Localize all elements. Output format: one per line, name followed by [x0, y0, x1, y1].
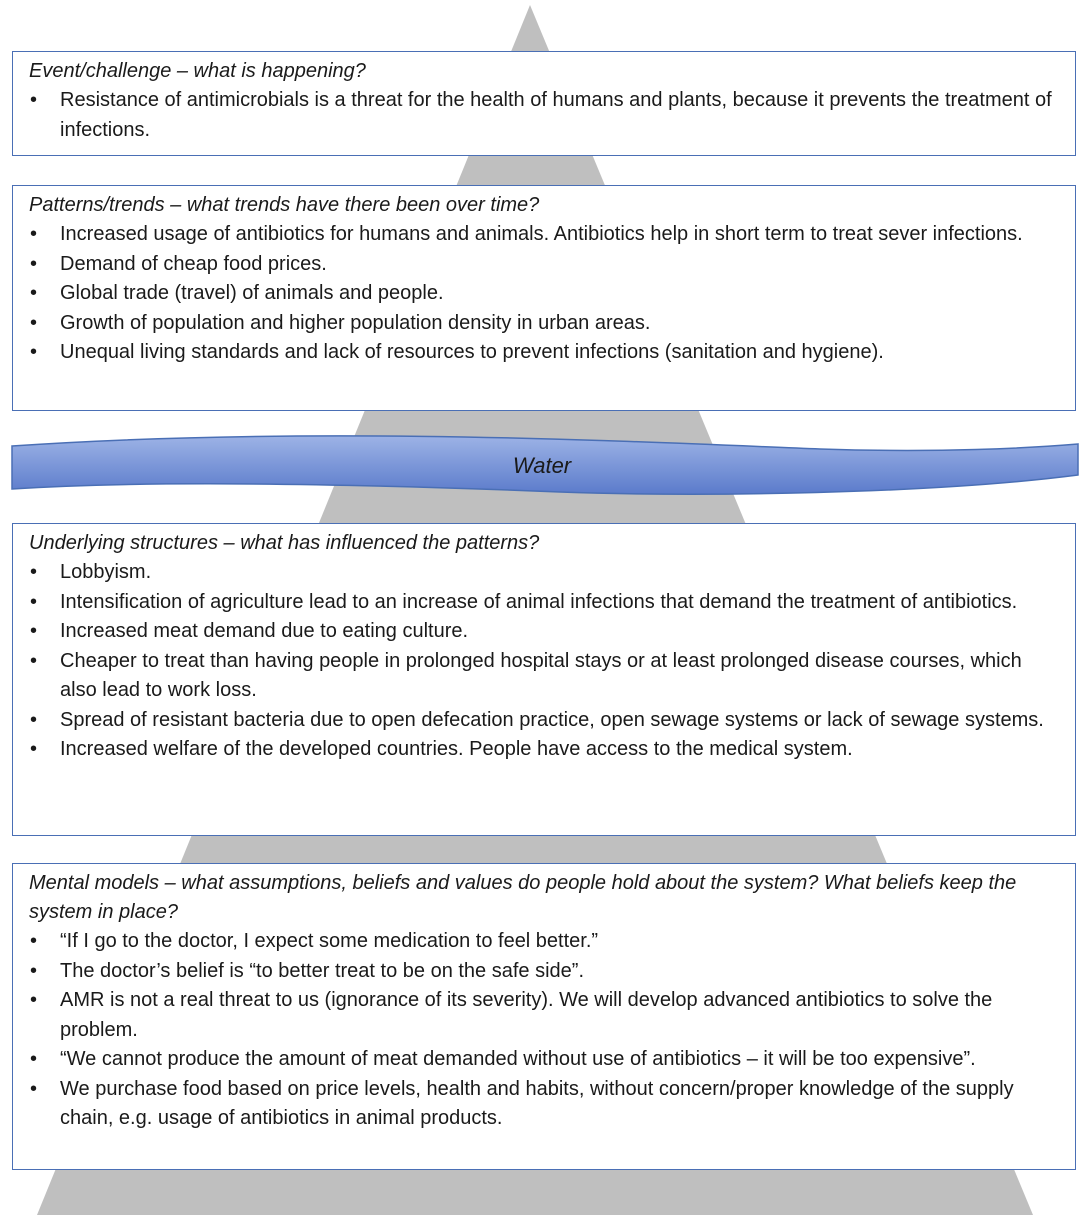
- mental-models-title: Mental models – what assumptions, beliefs and values do people hold about the system? What beliefs keep the system in place?: [29, 872, 1017, 923]
- underlying-structures-box: [12, 523, 1076, 836]
- mental-models-box: [12, 863, 1076, 1170]
- list-item: • Spread of resistant bacteria due to open defecation practice, open sewage systems or lack of sewage systems.: [29, 706, 1059, 736]
- water-label: Water: [512, 453, 572, 478]
- list-item: • We purchase food based on price levels, health and habits, without concern/proper knowledge of the supply chain, e.g. usage of antibiotics in animal products.: [29, 1075, 1059, 1134]
- patterns-trends-list: [29, 220, 1059, 368]
- patterns-trends-box: [12, 185, 1076, 411]
- event-challenge-title: Event/challenge – what is happening?: [29, 60, 366, 82]
- list-item: • Growth of population and higher population density in urban areas.: [29, 309, 1059, 339]
- list-item: • “If I go to the doctor, I expect some medication to feel better.”: [29, 927, 1059, 957]
- list-item: • Unequal living standards and lack of resources to prevent infections (sanitation and hygiene).: [29, 338, 1059, 368]
- event-challenge-box: [12, 51, 1076, 156]
- list-item: • Resistance of antimicrobials is a threat for the health of humans and plants, because it prevents the treatment of infections.: [29, 86, 1059, 145]
- list-item: • Increased usage of antibiotics for humans and animals. Antibiotics help in short term to treat sever infections.: [29, 220, 1059, 250]
- list-item: • Cheaper to treat than having people in prolonged hospital stays or at least prolonged disease courses, which also lead to work loss.: [29, 647, 1059, 706]
- list-item: • Intensification of agriculture lead to an increase of animal infections that demand the treatment of antibiotics.: [29, 588, 1059, 618]
- mental-models-list: [29, 927, 1059, 1134]
- underlying-structures-title: Underlying structures – what has influenced the patterns?: [29, 532, 540, 554]
- list-item: • The doctor’s belief is “to better treat to be on the safe side”.: [29, 957, 1059, 987]
- list-item: • “We cannot produce the amount of meat demanded without use of antibiotics – it will be too expensive”.: [29, 1045, 1059, 1075]
- list-item: • AMR is not a real threat to us (ignorance of its severity). We will develop advanced antibiotics to solve the problem.: [29, 986, 1059, 1045]
- list-item: • Lobbyism.: [29, 558, 1059, 588]
- list-item: • Increased meat demand due to eating culture.: [29, 617, 1059, 647]
- list-item: • Increased welfare of the developed countries. People have access to the medical system.: [29, 735, 1059, 765]
- list-item: • Demand of cheap food prices.: [29, 250, 1059, 280]
- list-item: • Global trade (travel) of animals and people.: [29, 279, 1059, 309]
- underlying-structures-list: [29, 558, 1059, 765]
- event-challenge-list: [29, 86, 1059, 145]
- patterns-trends-title: Patterns/trends – what trends have there been over time?: [29, 194, 540, 216]
